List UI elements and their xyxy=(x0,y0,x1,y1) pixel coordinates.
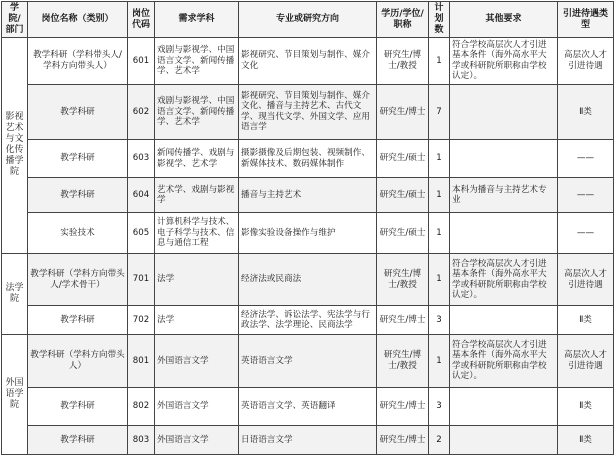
position-cell: 教学科研 xyxy=(28,84,128,139)
count-cell: 1 xyxy=(429,178,450,213)
other-cell: 本科为播音与主持艺术专业 xyxy=(450,178,558,213)
treatment-cell: 高层次人才引进待遇 xyxy=(558,334,614,387)
major-cell: 经济法或民商法 xyxy=(239,253,377,306)
treatment-cell: Ⅱ类 xyxy=(558,387,614,426)
treatment-cell: 高层次人才引进待遇 xyxy=(558,253,614,306)
major-cell: 日语语言文学 xyxy=(239,426,377,455)
discipline-cell: 戏剧与影视学、中国语言文学、新闻传播学、艺术学 xyxy=(155,38,239,85)
other-cell xyxy=(450,387,558,426)
table-row xyxy=(2,306,614,334)
position-cell: 教学科研（学科带头人/学科方向带头人） xyxy=(28,38,128,85)
treatment-cell: Ⅱ类 xyxy=(558,84,614,139)
code-cell: 803 xyxy=(128,426,155,455)
count-cell: 2 xyxy=(429,426,450,455)
other-cell: 符合学校高层次人才引进基本条件（海外高水平大学或科研院所职称由学校认定）。 xyxy=(450,334,558,387)
code-cell: 601 xyxy=(128,38,155,85)
other-cell xyxy=(450,212,558,253)
discipline-cell: 戏剧与影视学、中国语言文学、新闻传播学、艺术学 xyxy=(155,84,239,139)
degree-cell: 研究生/硕士 xyxy=(377,178,429,213)
degree-cell: 研究生/博士/教授 xyxy=(377,253,429,306)
recruitment-table xyxy=(1,1,614,455)
degree-cell: 研究生/博士/教授 xyxy=(377,38,429,85)
discipline-cell: 法学 xyxy=(155,253,239,306)
discipline-cell: 外国语言文学 xyxy=(155,334,239,387)
header-code: 岗位代码 xyxy=(128,2,155,38)
position-cell: 教学科研 xyxy=(28,139,128,178)
discipline-cell: 法学 xyxy=(155,306,239,334)
discipline-cell: 计算机科学与技术、电子科学与技术、信息与通信工程 xyxy=(155,212,239,253)
table-row xyxy=(2,212,614,253)
header-other: 其他要求 xyxy=(450,2,558,38)
position-cell: 教学科研 xyxy=(28,426,128,455)
table-row xyxy=(2,426,614,455)
degree-cell: 研究生/硕士 xyxy=(377,212,429,253)
treatment-cell: —— xyxy=(558,212,614,253)
count-cell: 3 xyxy=(429,387,450,426)
position-cell: 教学科研 xyxy=(28,387,128,426)
count-cell: 1 xyxy=(429,212,450,253)
discipline-cell: 新闻传播学、戏剧与影视学、艺术学 xyxy=(155,139,239,178)
count-cell: 1 xyxy=(429,38,450,85)
count-cell: 1 xyxy=(429,253,450,306)
header-degree: 学历/学位/职称 xyxy=(377,2,429,38)
dept-cell: 外国语学院 xyxy=(2,334,28,454)
code-cell: 702 xyxy=(128,306,155,334)
header-dept: 学院/部门 xyxy=(2,2,28,38)
header-count: 计划数 xyxy=(429,2,450,38)
count-cell: 3 xyxy=(429,306,450,334)
degree-cell: 研究生/博士 xyxy=(377,306,429,334)
degree-cell: 研究生/博士 xyxy=(377,426,429,455)
table-row xyxy=(2,84,614,139)
major-cell: 摄影摄像及后期包装、视频制作、新媒体技术、数码媒体制作 xyxy=(239,139,377,178)
other-cell: 符合学校高层次人才引进基本条件（海外高水平大学或科研院所职称由学校认定）。 xyxy=(450,38,558,85)
code-cell: 602 xyxy=(128,84,155,139)
treatment-cell: Ⅱ类 xyxy=(558,306,614,334)
other-cell xyxy=(450,84,558,139)
position-cell: 教学科研（学科方向带头人/学术骨干） xyxy=(28,253,128,306)
discipline-cell: 外国语言文学 xyxy=(155,426,239,455)
degree-cell: 研究生/硕士 xyxy=(377,139,429,178)
other-cell xyxy=(450,139,558,178)
degree-cell: 研究生/博士 xyxy=(377,387,429,426)
major-cell: 英语语言文学、英语翻译 xyxy=(239,387,377,426)
count-cell: 1 xyxy=(429,139,450,178)
code-cell: 603 xyxy=(128,139,155,178)
code-cell: 802 xyxy=(128,387,155,426)
position-cell: 教学科研 xyxy=(28,178,128,213)
dept-cell: 法学院 xyxy=(2,253,28,334)
major-cell: 影视研究、节目策划与制作、媒介文化、播音与主持艺术、古代文学、现当代文学、外国文学、应用语言学 xyxy=(239,84,377,139)
count-cell: 7 xyxy=(429,84,450,139)
degree-cell: 研究生/博士/教授 xyxy=(377,334,429,387)
major-cell: 经济法学、诉讼法学、宪法学与行政法学、法学理论、民商法学 xyxy=(239,306,377,334)
header-treatment: 引进待遇类型 xyxy=(558,2,614,38)
code-cell: 701 xyxy=(128,253,155,306)
table-row xyxy=(2,38,614,85)
code-cell: 604 xyxy=(128,178,155,213)
treatment-cell: Ⅱ类 xyxy=(558,426,614,455)
table-row xyxy=(2,178,614,213)
header-major: 专业或研究方向 xyxy=(239,2,377,38)
major-cell: 英语语言文学 xyxy=(239,334,377,387)
code-cell: 801 xyxy=(128,334,155,387)
dept-cell: 影视艺术与文化传播学院 xyxy=(2,38,28,254)
discipline-cell: 外国语言文学 xyxy=(155,387,239,426)
major-cell: 播音与主持艺术 xyxy=(239,178,377,213)
other-cell xyxy=(450,426,558,455)
treatment-cell: —— xyxy=(558,139,614,178)
treatment-cell: 高层次人才引进待遇 xyxy=(558,38,614,85)
code-cell: 605 xyxy=(128,212,155,253)
major-cell: 影像实验设备操作与维护 xyxy=(239,212,377,253)
position-cell: 实验技术 xyxy=(28,212,128,253)
degree-cell: 研究生/博士 xyxy=(377,84,429,139)
position-cell: 教学科研（学科方向带头人） xyxy=(28,334,128,387)
table-row xyxy=(2,253,614,306)
major-cell: 影视研究、节目策划与制作、媒介文化 xyxy=(239,38,377,85)
other-cell: 符合学校高层次人才引进基本条件（海外高水平大学或科研院所职称由学校认定）。 xyxy=(450,253,558,306)
treatment-cell: —— xyxy=(558,178,614,213)
table-row xyxy=(2,139,614,178)
header-discipline: 需求学科 xyxy=(155,2,239,38)
count-cell: 1 xyxy=(429,334,450,387)
other-cell xyxy=(450,306,558,334)
table-row xyxy=(2,334,614,387)
header-position: 岗位名称（类别） xyxy=(28,2,128,38)
table-row xyxy=(2,387,614,426)
header-row xyxy=(2,2,614,38)
position-cell: 教学科研 xyxy=(28,306,128,334)
discipline-cell: 艺术学、戏剧与影视学 xyxy=(155,178,239,213)
